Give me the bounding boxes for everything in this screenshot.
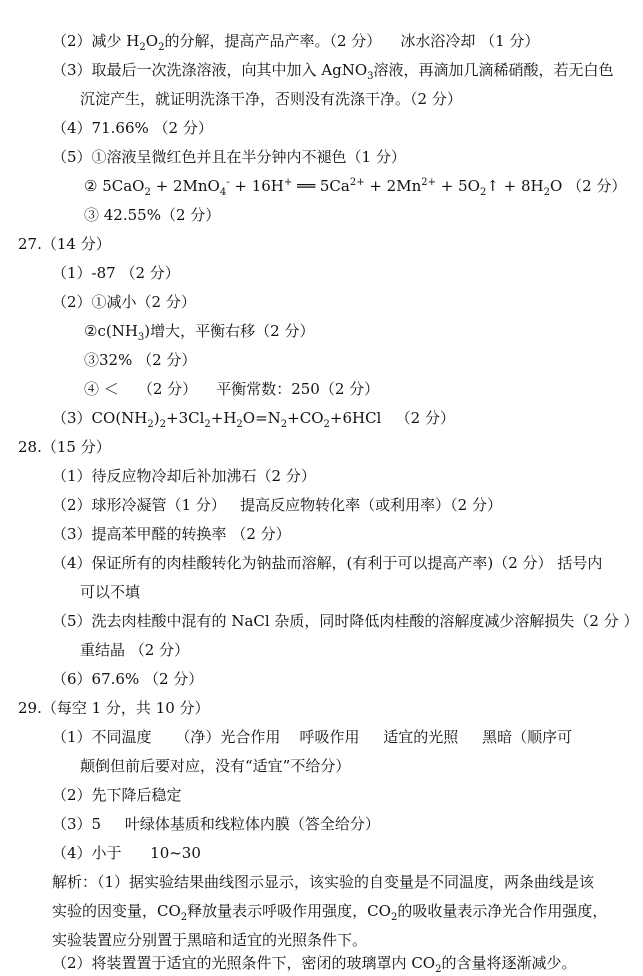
explanation-line: 实验的因变量，$CO_2$释放量表示呼吸作用强度，$CO_2$的吸收量表示净光合作用强度， [52, 902, 608, 923]
answer-line: （5）洗去肉桂酸中混有的 NaCl 杂质，同时降低肉桂酸的溶解度减少溶解损失（2 分 ） [52, 612, 639, 630]
equation-line: ② 5CaO$_2$ + 2MnO$_4$- + 16H+ ══ $5Ca^{2+} + 2Mn^{2+}$ + $5O_2↑ + 8H_2O$ （2 分） [84, 177, 627, 198]
answer-line: 重结晶 （2 分） [80, 641, 190, 659]
answer-line: （4）保证所有的肉桂酸转化为钠盐而溶解，(有利于可以提高产率)（2 分） 括号内 [52, 554, 603, 572]
answer-line: 沉淀产生，就证明洗涤干净，否则没有洗涤干净。（2 分） [80, 90, 462, 108]
question-heading: 27.（14 分） [18, 235, 111, 253]
answer-line: （3）5 叶绿体基质和线粒体内膜（答全给分） [52, 815, 380, 833]
answer-line: （6）67.6% （2 分） [52, 670, 204, 688]
answer-line: $②c(NH_3)$增大，平衡右移（2 分） [84, 322, 315, 343]
answer-line: ③32% （2 分） [84, 351, 197, 369]
answer-line: （1）-87 （2 分） [52, 264, 180, 282]
answer-line: （1）不同温度 （净）光合作用 呼吸作用 适宜的光照 黑暗（顺序可 [52, 728, 573, 746]
answer-line: （2）①减小（2 分） [52, 293, 196, 311]
answer-line: （4）71.66% （2 分） [52, 119, 213, 137]
answer-line: （2）球形冷凝管（1 分） 提高反应物转化率（或利用率）（2 分） [52, 496, 502, 514]
equation-line: $(3)CO(NH_2)_2+3Cl_2+H_2O=N_2+CO_2+6HCl$ （2 分） [52, 409, 455, 430]
answer-line: ③ 42.55%（2 分） [84, 206, 221, 224]
answer-line: （3）提高苯甲醛的转换率 （2 分） [52, 525, 291, 543]
answer-line: （5）①溶液呈微红色并且在半分钟内不褪色（1 分） [52, 148, 406, 166]
answer-line: （2）先下降后稳定 [52, 786, 182, 804]
explanation-line: （2）将装置置于适宜的光照条件下，密闭的玻璃罩内 $CO_2$的含量将逐渐减少。 [52, 954, 577, 975]
answer-line: 颠倒但前后要对应，没有“适宜”不给分） [80, 757, 351, 775]
explanation-line: 实验装置应分别置于黑暗和适宜的光照条件下。 [52, 931, 368, 949]
answer-line: 可以不填 [80, 583, 141, 601]
answer-line: （1）待反应物冷却后补加沸石（2 分） [52, 467, 316, 485]
question-heading: 29.（每空 1 分，共 10 分） [18, 699, 210, 717]
answer-line: （4）小于 10~30 [52, 844, 201, 862]
answer-line: （2）减少 $H_2O_2$的分解，提高产品产率。（2 分） 冰水浴冷却 （1 分） [52, 32, 540, 53]
answer-line: ④ ＜ （2 分） 平衡常数：250（2 分） [84, 380, 380, 398]
question-heading: 28.（15 分） [18, 438, 111, 456]
answer-line: （3）取最后一次洗涤溶液，向其中加入 AgNO$_3$溶液，再滴加几滴稀硝酸，若无白色 [52, 61, 614, 82]
explanation-line: 解析：（1）据实验结果曲线图示显示，该实验的自变量是不同温度，两条曲线是该 [52, 873, 595, 891]
